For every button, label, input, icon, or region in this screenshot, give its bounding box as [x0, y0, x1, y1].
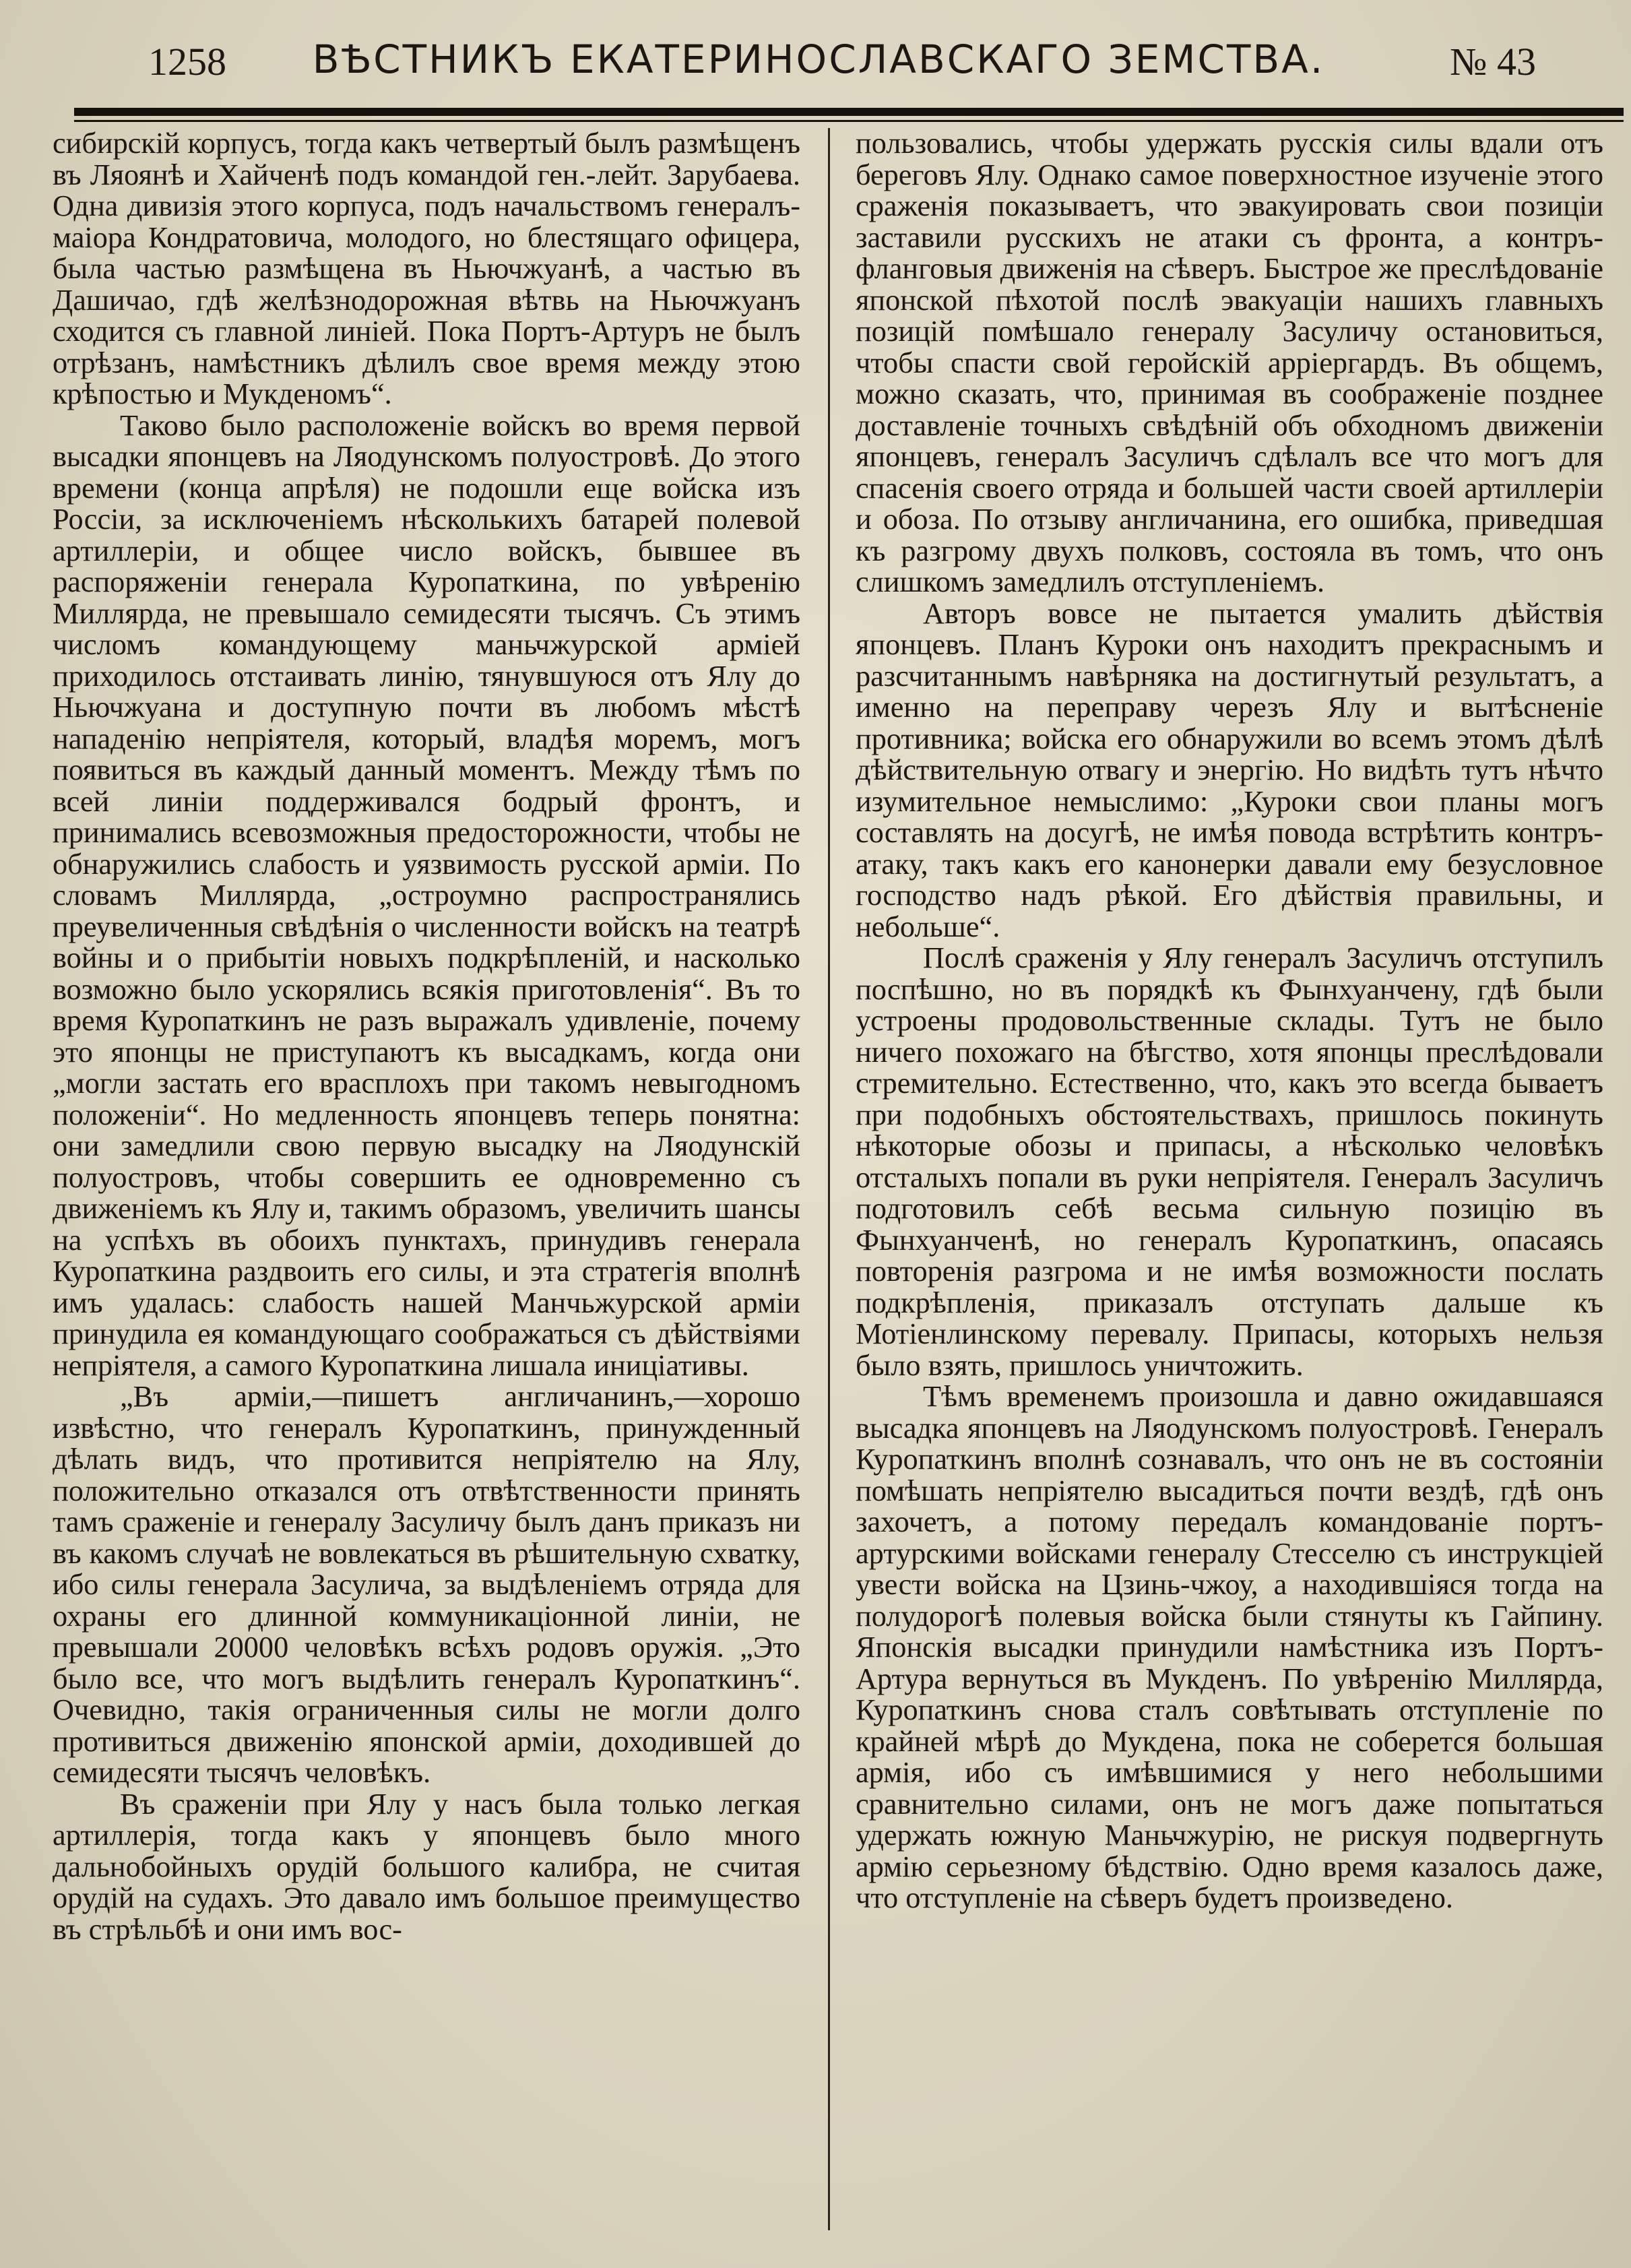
issue-number: № 43	[1450, 40, 1536, 84]
right-paragraph-4: Тѣмъ временемъ произошла и давно ожидавшаяся высадка японцевъ на Ляодунскомъ полуостровѣ. Генералъ Куропаткинъ вполнѣ сознавалъ, что онъ не въ состояніи помѣшать непріятелю высадиться почти вездѣ, гдѣ онъ захочетъ, а потому передалъ командованіе портъ-артурскими войсками генералу Стесселю съ инструкціей увести войска на Цзинь-чжоу, а находившіяся тогда на полудорогѣ полевыя войска были стянуты къ Гайпину. Японскія высадки принудили намѣстника изъ Портъ-Артура вернуться въ Мукденъ. По увѣренію Миллярда, Куропаткинъ снова сталъ совѣтывать отступленіе по крайней мѣрѣ до Мукдена, пока не соберется большая армія, ибо съ имѣвшимися у него небольшими сравнительно силами, онъ не могъ даже попытаться удержать южную Маньчжурію, не рискуя подвергнуть армію серьезному бѣдствію. Одно время казалось даже, что отступленіе на сѣверъ будетъ произведено.	[856, 1380, 1603, 1914]
right-paragraph-3: Послѣ сраженія у Ялу генералъ Засуличъ отступилъ поспѣшно, но въ порядкѣ къ Фынхуанчену, гдѣ были устроены продовольственные склады. Тутъ не было ничего похожаго на бѣгство, хотя японцы преслѣдовали стремительно. Естественно, что, какъ это всегда бываетъ при подобныхъ обстоятельствахъ, пришлось покинуть нѣкоторые обозы и припасы, а нѣсколько человѣкъ отсталыхъ попали въ руки непріятеля. Генералъ Засуличъ подготовилъ себѣ весьма сильную позицію въ Фынхуанченѣ, но генералъ Куропаткинъ, опасаясь повторенія разгрома и не имѣя возможности послать подкрѣпленія, приказалъ отступать дальше къ Мотіенлинскому перевалу. Припасы, которыхъ нельзя было взять, пришлось уничтожить.	[856, 941, 1603, 1382]
left-column	[53, 128, 800, 2230]
right-paragraph-1: пользовались, чтобы удержать русскія силы вдали отъ береговъ Ялу. Однако самое поверхностное изученіе этого сраженія показываетъ, что эвакуировать свои позиціи заставили русскихъ не атаки съ фронта, а контръ-фланговыя движенія на сѣверъ. Быстрое же преслѣдованіе японской пѣхотой послѣ эвакуаціи нашихъ главныхъ позицій помѣшало генералу Засуличу остановиться, чтобы спасти свой геройскій арріергардъ. Въ общемъ, можно сказать, что, принимая въ соображеніе позднее доставленіе точныхъ свѣдѣній объ обходномъ движеніи японцевъ, генералъ Засуличъ сдѣлалъ все что могъ для спасенія своего отряда и большей части своей артиллеріи и обоза. По отзыву англичанина, его ошибка, приведшая къ разгрому двухъ полковъ, состояла въ томъ, что онъ слишкомъ замедлилъ отступленіемъ.	[856, 128, 1603, 598]
right-column	[856, 128, 1603, 2230]
page-number: 1258	[148, 40, 226, 84]
header-rule-thin	[74, 120, 1624, 122]
left-paragraph-2: Таково было расположеніе войскъ во время первой высадки японцевъ на Ляодунскомъ полуостровѣ. До этого времени (конца апрѣля) не подошли еще войска изъ Россіи, за исключеніемъ нѣсколькихъ батарей полевой артиллеріи, и общее число войскъ, бывшее въ распоряженіи генерала Куропаткина, по увѣренію Миллярда, не превышало семидесяти тысячъ. Съ этимъ числомъ командующему маньчжурской арміей приходилось отстаивать линію, тянувшуюся отъ Ялу до Ньючжуана и доступную почти въ любомъ мѣстѣ нападенію непріятеля, который, владѣя моремъ, могъ появиться въ каждый данный моментъ. Между тѣмъ по всей линіи поддерживался бодрый фронтъ, и принимались всевозможныя предосторожности, чтобы не обнаружились слабость и уязвимость русской арміи. По словамъ Миллярда, „остроумно распространялись преувеличенныя свѣдѣнія о численности войскъ на театрѣ войны и о прибытіи новыхъ подкрѣпленій, и насколько возможно было ускорялись всякія приготовленія“. Въ то время Куропаткинъ не разъ выражалъ удивленіе, почему это японцы не приступаютъ къ высадкамъ, когда они „могли застать его врасплохъ при такомъ невыгодномъ положеніи“. Но медленность японцевъ теперь понятна: они замедлили свою первую высадку на Ляодунскій полуостровъ, чтобы совершить ее одновременно съ движеніемъ къ Ялу и, такимъ образомъ, увеличить шансы на успѣхъ въ обоихъ пунктахъ, принудивъ генерала Куропаткина раздвоить его силы, и эта стратегія вполнѣ имъ удалась: слабость нашей Манчьжурской арміи принудила ея командующаго соображаться съ дѣйствіями непріятеля, а самого Куропаткина лишала иниціативы.	[53, 408, 800, 1382]
page-header	[88, 32, 1549, 93]
header-rule-thick	[74, 108, 1624, 116]
column-divider	[828, 128, 830, 2230]
left-paragraph-3: „Въ арміи,—пишетъ англичанинъ,—хорошо извѣстно, что генералъ Куропаткинъ, принужденный дѣлать видъ, что противится непріятелю на Ялу, положительно отказался отъ отвѣтственности принять тамъ сраженіе и генералу Засуличу былъ данъ приказъ ни въ какомъ случаѣ не вовлекаться въ рѣшительную схватку, ибо силы генерала Засулича, за выдѣленіемъ отряда для охраны его длинной коммуникаціонной линіи, не превышали 20000 человѣкъ всѣхъ родовъ оружія. „Это было все, что могъ выдѣлить генералъ Куропаткинъ“. Очевидно, такія ограниченныя силы не могли долго противиться движенію японской арміи, доходившей до семидесяти тысячъ человѣкъ.	[53, 1380, 800, 1789]
left-paragraph-4: Въ сраженіи при Ялу у насъ была только легкая артиллерія, тогда какъ у японцевъ было много дальнобойныхъ орудій большого калибра, не считая орудій на судахъ. Это давало имъ большое преимущество въ стрѣльбѣ и они имъ вос-	[53, 1787, 800, 1946]
right-paragraph-2: Авторъ вовсе не пытается умалить дѣйствія японцевъ. Планъ Куроки онъ находитъ прекраснымъ и разсчитаннымъ навѣрняка на достигнутый результатъ, а именно на переправу черезъ Ялу и вытѣсненіе противника; войска его обнаружили во всемъ этомъ дѣлѣ дѣйствительную отвагу и энергію. Но видѣть тутъ нѣчто изумительное немыслимо: „Куроки свои планы могъ составлять на досугѣ, не имѣя повода встрѣтить контръ-атаку, такъ какъ его канонерки давали ему безусловное господство надъ рѣкой. Его дѣйствія правильны, и небольше“.	[856, 596, 1603, 943]
left-paragraph-1: сибирскій корпусъ, тогда какъ четвертый былъ размѣщенъ въ Ляоянѣ и Хайченѣ подъ командой ген.-лейт. Зарубаева. Одна дивизія этого корпуса, подъ начальствомъ генералъ-маіора Кондратовича, молодого, но блестящаго офицера, была частью размѣщена въ Ньючжуанѣ, а частью въ Дашичао, гдѣ желѣзнодорожная вѣтвь на Ньючжуанъ сходится съ главной линіей. Пока Портъ-Артуръ не былъ отрѣзанъ, намѣстникъ дѣлилъ свое время между этою крѣпостью и Мукденомъ“.	[53, 128, 800, 410]
journal-title: ВѢСТНИКЪ ЕКАТЕРИНОСЛАВСКАГО ЗЕМСТВА.	[312, 36, 1325, 82]
